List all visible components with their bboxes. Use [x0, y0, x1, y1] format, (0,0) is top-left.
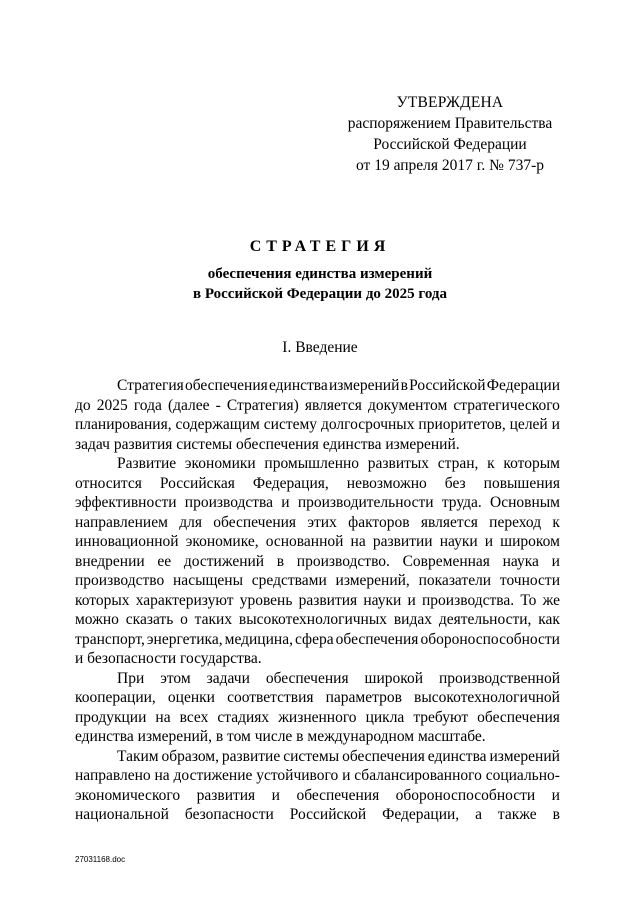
text-line: до 2025 года (далее - Стратегия) является документом стратегического: [75, 396, 560, 414]
text-line: внедрении ее достижений в производство. Современная наука и: [75, 552, 560, 570]
approval-line: от 19 апреля 2017 г. № 737-р: [356, 157, 544, 174]
text-line: продукции на всех стадиях жизненного цикла требуют обеспечения: [75, 708, 560, 726]
text-line: производство насыщены средствами измерений, показатели точности: [75, 572, 560, 589]
text-line: и безопасности государства.: [75, 650, 262, 667]
paragraph: [75, 669, 560, 747]
approval-line: распоряжением Правительства: [347, 115, 553, 132]
paragraph: [75, 376, 560, 454]
text-line: Развитие экономики промышленно развитых стран, к которым: [117, 455, 560, 472]
text-line: инновационной экономике, основанной на развитии науки и широком: [75, 533, 560, 550]
body-text: [75, 376, 560, 825]
text-line: планирования, содержащим систему долгосрочных приоритетов, целей и: [75, 416, 560, 433]
text-line: Стратегия обеспечения единства измерений в Российской Федерации: [117, 377, 560, 394]
paragraph: [75, 454, 560, 669]
text-line: экономического развития и обеспечения обороноспособности и: [75, 786, 560, 804]
text-line: эффективности производства и производительности труда. Основным: [75, 494, 560, 511]
section-heading: I. Введение: [282, 339, 358, 356]
text-line: При этом задачи обеспечения широкой производственной: [117, 669, 560, 687]
text-line: транспорт, энергетика, медицина, сфера обеспечения обороноспособности: [75, 630, 560, 648]
file-name-footer: 27031168.doc: [75, 855, 126, 864]
subtitle-line: в Российской Федерации до 2025 года: [192, 286, 448, 302]
text-line: направлено на достижение устойчивого и сбалансированного социально-: [75, 767, 560, 784]
text-line: кооперации, оценки соответствия параметров высокотехнологичной: [75, 689, 560, 706]
document-title: СТРАТЕГИЯ: [249, 238, 391, 255]
text-line: относится Российская Федерация, невозможно без повышения: [75, 474, 560, 492]
document-subtitle: [0, 264, 640, 304]
text-line: задач развития системы обеспечения единства измерений.: [75, 435, 460, 453]
text-line: Таким образом, развитие системы обеспечения единства измерений: [117, 747, 560, 765]
approval-line: Российской Федерации: [373, 136, 527, 153]
approval-heading: УТВЕРЖДЕНА: [396, 94, 504, 111]
text-line: единства измерений, в том числе в международном масштабе.: [75, 728, 486, 745]
approval-block: [330, 92, 570, 176]
paragraph: [75, 747, 560, 825]
text-line: национальной безопасности Российской Федерации, а также в: [75, 806, 560, 823]
subtitle-line: обеспечения единства измерений: [207, 266, 433, 282]
text-line: направлением для обеспечения этих факторов является переход к: [75, 513, 560, 531]
text-line: можно сказать о таких высокотехнологичных видах деятельности, как: [75, 611, 560, 628]
text-line: которых характеризуют уровень развития науки и производства. То же: [75, 591, 560, 609]
